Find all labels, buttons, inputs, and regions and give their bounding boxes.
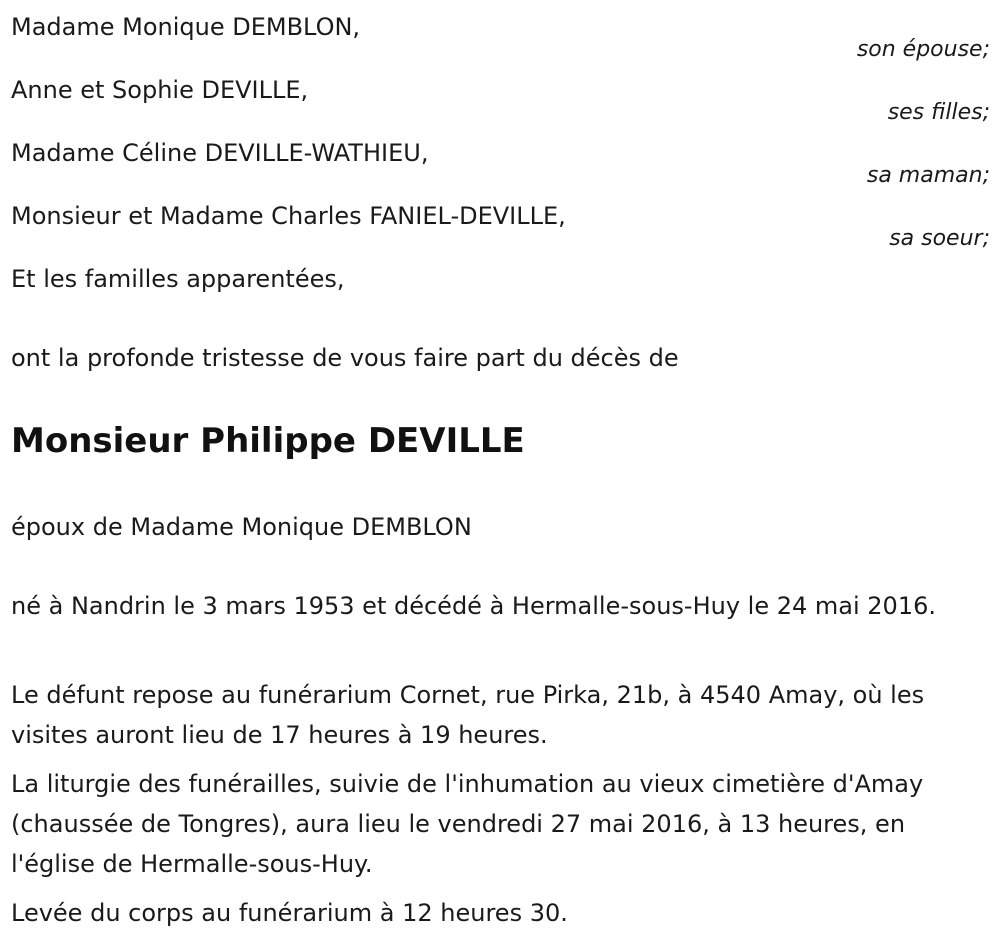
relation-mother: sa maman; (866, 163, 990, 188)
family-member-daughters: Anne et Sophie DEVILLE, (11, 76, 309, 104)
announcement-text: ont la profonde tristesse de vous faire part du décès de (11, 344, 679, 372)
relation-sister: sa soeur; (889, 226, 990, 251)
funeral-paragraph: La liturgie des funérailles, suivie de l'inhumation au vieux cimetière d'Amay (chaussée de Tongres), aura lieu le vendredi 27 mai 2016, à 13 heures, en l'église de Hermalle-sous-Huy. (11, 770, 924, 878)
visitation-paragraph: Le défunt repose au funérarium Cornet, rue Pirka, 21b, à 4540 Amay, où les visites auront lieu de 17 heures à 19 heures. (11, 681, 925, 749)
family-member-spouse: Madame Monique DEMBLON, (11, 13, 361, 41)
departure-paragraph: Levée du corps au funérarium à 12 heures 30. (11, 899, 568, 927)
birth-death-paragraph: né à Nandrin le 3 mars 1953 et décédé à Hermalle-sous-Huy le 24 mai 2016. (11, 592, 936, 620)
deceased-name: Monsieur Philippe DEVILLE (11, 421, 525, 461)
spouse-line: époux de Madame Monique DEMBLON (11, 513, 472, 541)
family-member-sister: Monsieur et Madame Charles FANIEL-DEVILLE, (11, 202, 566, 230)
relation-spouse: son épouse; (856, 37, 990, 62)
relation-daughters: ses filles; (887, 100, 990, 125)
family-member-relatives: Et les familles apparentées, (11, 265, 345, 293)
family-member-mother: Madame Céline DEVILLE-WATHIEU, (11, 139, 429, 167)
